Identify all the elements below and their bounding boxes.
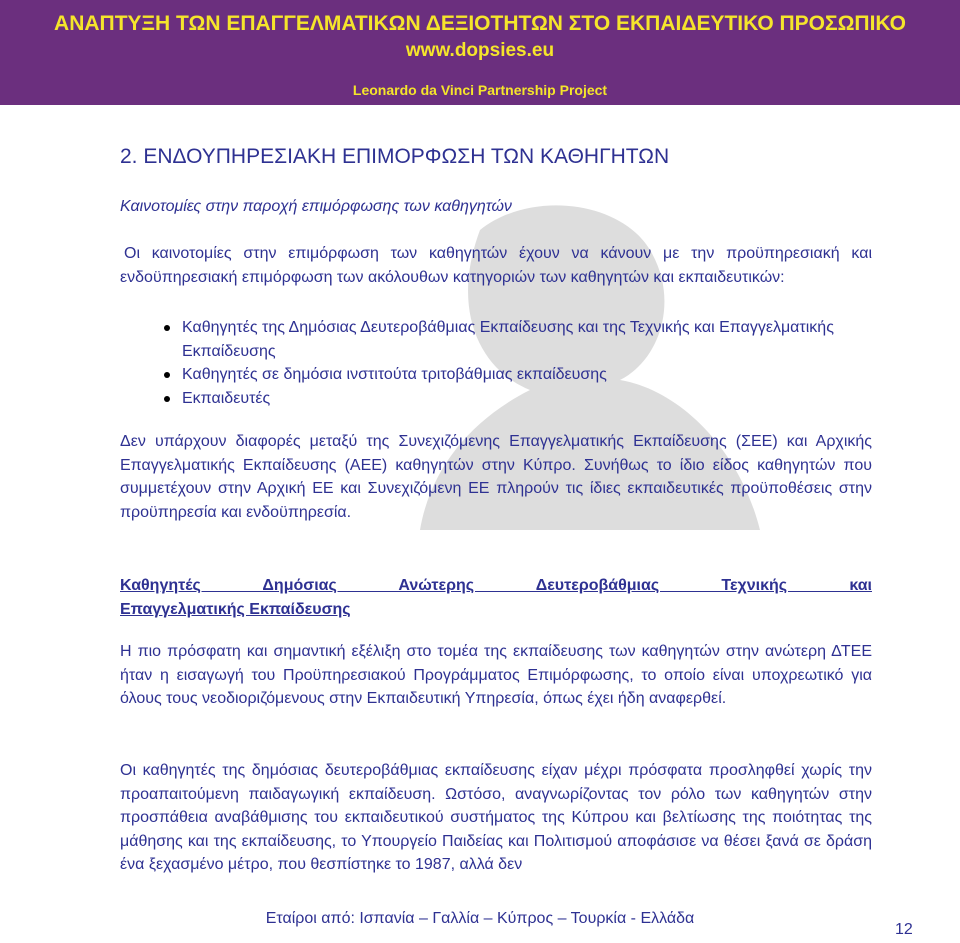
paragraph-development: Η πιο πρόσφατη και σημαντική εξέλιξη στο τομέα της εκπαίδευσης των καθηγητών στην ανώτερη ΔΤΕΕ ήταν η εισαγωγή του Προϋπηρεσιακού Προγράμματος Επιμόρφωσης, το οποίο είναι υποχρεωτικό για όλους τους νεοδιοριζόμενους στην Εκπαιδευτική Υπηρεσία, όπως έχει ήδη αναφερθεί. — [120, 643, 872, 707]
header-project: Leonardo da Vinci Partnership Project — [352, 82, 608, 98]
subsection-heading-line2: Επαγγελματικής Εκπαίδευσης — [120, 600, 351, 618]
list-item — [164, 387, 872, 411]
paragraph-secondary-teachers: Οι καθηγητές της δημόσιας δευτεροβάθμιας εκπαίδευσης είχαν μέχρι πρόσφατα προσληφθεί χωρίς την προαπαιτούμενη παιδαγωγική εκπαίδευση. Ωστόσο, αναγνωρίζοντας τον ρόλο των καθηγητών στην προσπάθεια αναβάθμισης του εκπαιδευτικού συστήματος της Κύπρου και βελτίωσης της ποιότητας της μάθησης και της εκπαίδευσης, το Υπουργείο Παιδείας και Πολιτισμού αποφάσισε να θέσει ξανά σε δράση ένα ξεχασμένο μέτρο, που θεσπίστηκε το 1987, αλλά δεν — [120, 762, 872, 873]
list-item-text: Καθηγητές της Δημόσιας Δευτεροβάθμιας Εκπαίδευσης και της Τεχνικής και Επαγγελματικής Εκπαίδευσης — [182, 319, 834, 360]
header-url: www.dopsies.eu — [405, 40, 555, 61]
footer-partners: Εταίροι από: Ισπανία – Γαλλία – Κύπρος – Τουρκία - Ελλάδα — [265, 910, 695, 927]
page-number: 12 — [895, 921, 913, 938]
page-header-banner — [0, 0, 960, 105]
section-subtitle: Καινοτομίες στην παροχή επιμόρφωσης των καθηγητών — [120, 198, 512, 215]
list-item-text: Εκπαιδευτές — [182, 389, 271, 407]
list-item — [164, 363, 872, 387]
subsection-heading-line1: Καθηγητές Δημόσιας Ανώτερης Δευτεροβάθμιας Τεχνικής και — [120, 577, 872, 594]
list-item — [164, 316, 872, 363]
bullet-icon — [164, 325, 170, 331]
header-title: ΑΝΑΠΤΥΞΗ ΤΩΝ ΕΠΑΓΓΕΛΜΑΤΙΚΩΝ ΔΕΞΙΟΤΗΤΩΝ ΣΤΟ ΕΚΠΑΙΔΕΥΤΙΚΟ ΠΡΟΣΩΠΙΚΟ — [54, 12, 906, 35]
teacher-categories-list — [164, 316, 872, 410]
subsection-heading — [120, 574, 872, 621]
bullet-icon — [164, 396, 170, 402]
intro-paragraph: Οι καινοτομίες στην επιμόρφωση των καθηγητών έχουν να κάνουν με την προϋπηρεσιακή και ενδοϋπηρεσιακή επιμόρφωση των ακόλουθων κατηγοριών των καθηγητών και εκπαιδευτικών: — [120, 245, 872, 286]
paragraph-differences: Δεν υπάρχουν διαφορές μεταξύ της Συνεχιζόμενης Επαγγελματικής Εκπαίδευσης (ΣΕΕ) και Αρχικής Επαγγελματικής Εκπαίδευσης (ΑΕΕ) καθηγητών στην Κύπρο. Συνήθως το ίδιο είδος καθηγητών που συμμετέχουν στην Αρχική ΕΕ και Συνεχιζόμενη ΕΕ πληρούν τις ίδιες εκπαιδευτικές προϋποθέσεις στην προϋπηρεσία και ενδοϋπηρεσία. — [120, 433, 872, 521]
section-title: 2. ΕΝΔΟΥΠΗΡΕΣΙΑΚΗ ΕΠΙΜΟΡΦΩΣΗ ΤΩΝ ΚΑΘΗΓΗΤΩΝ — [120, 145, 670, 168]
list-item-text: Καθηγητές σε δημόσια ινστιτούτα τριτοβάθμιας εκπαίδευσης — [182, 366, 607, 383]
bullet-icon — [164, 372, 170, 378]
